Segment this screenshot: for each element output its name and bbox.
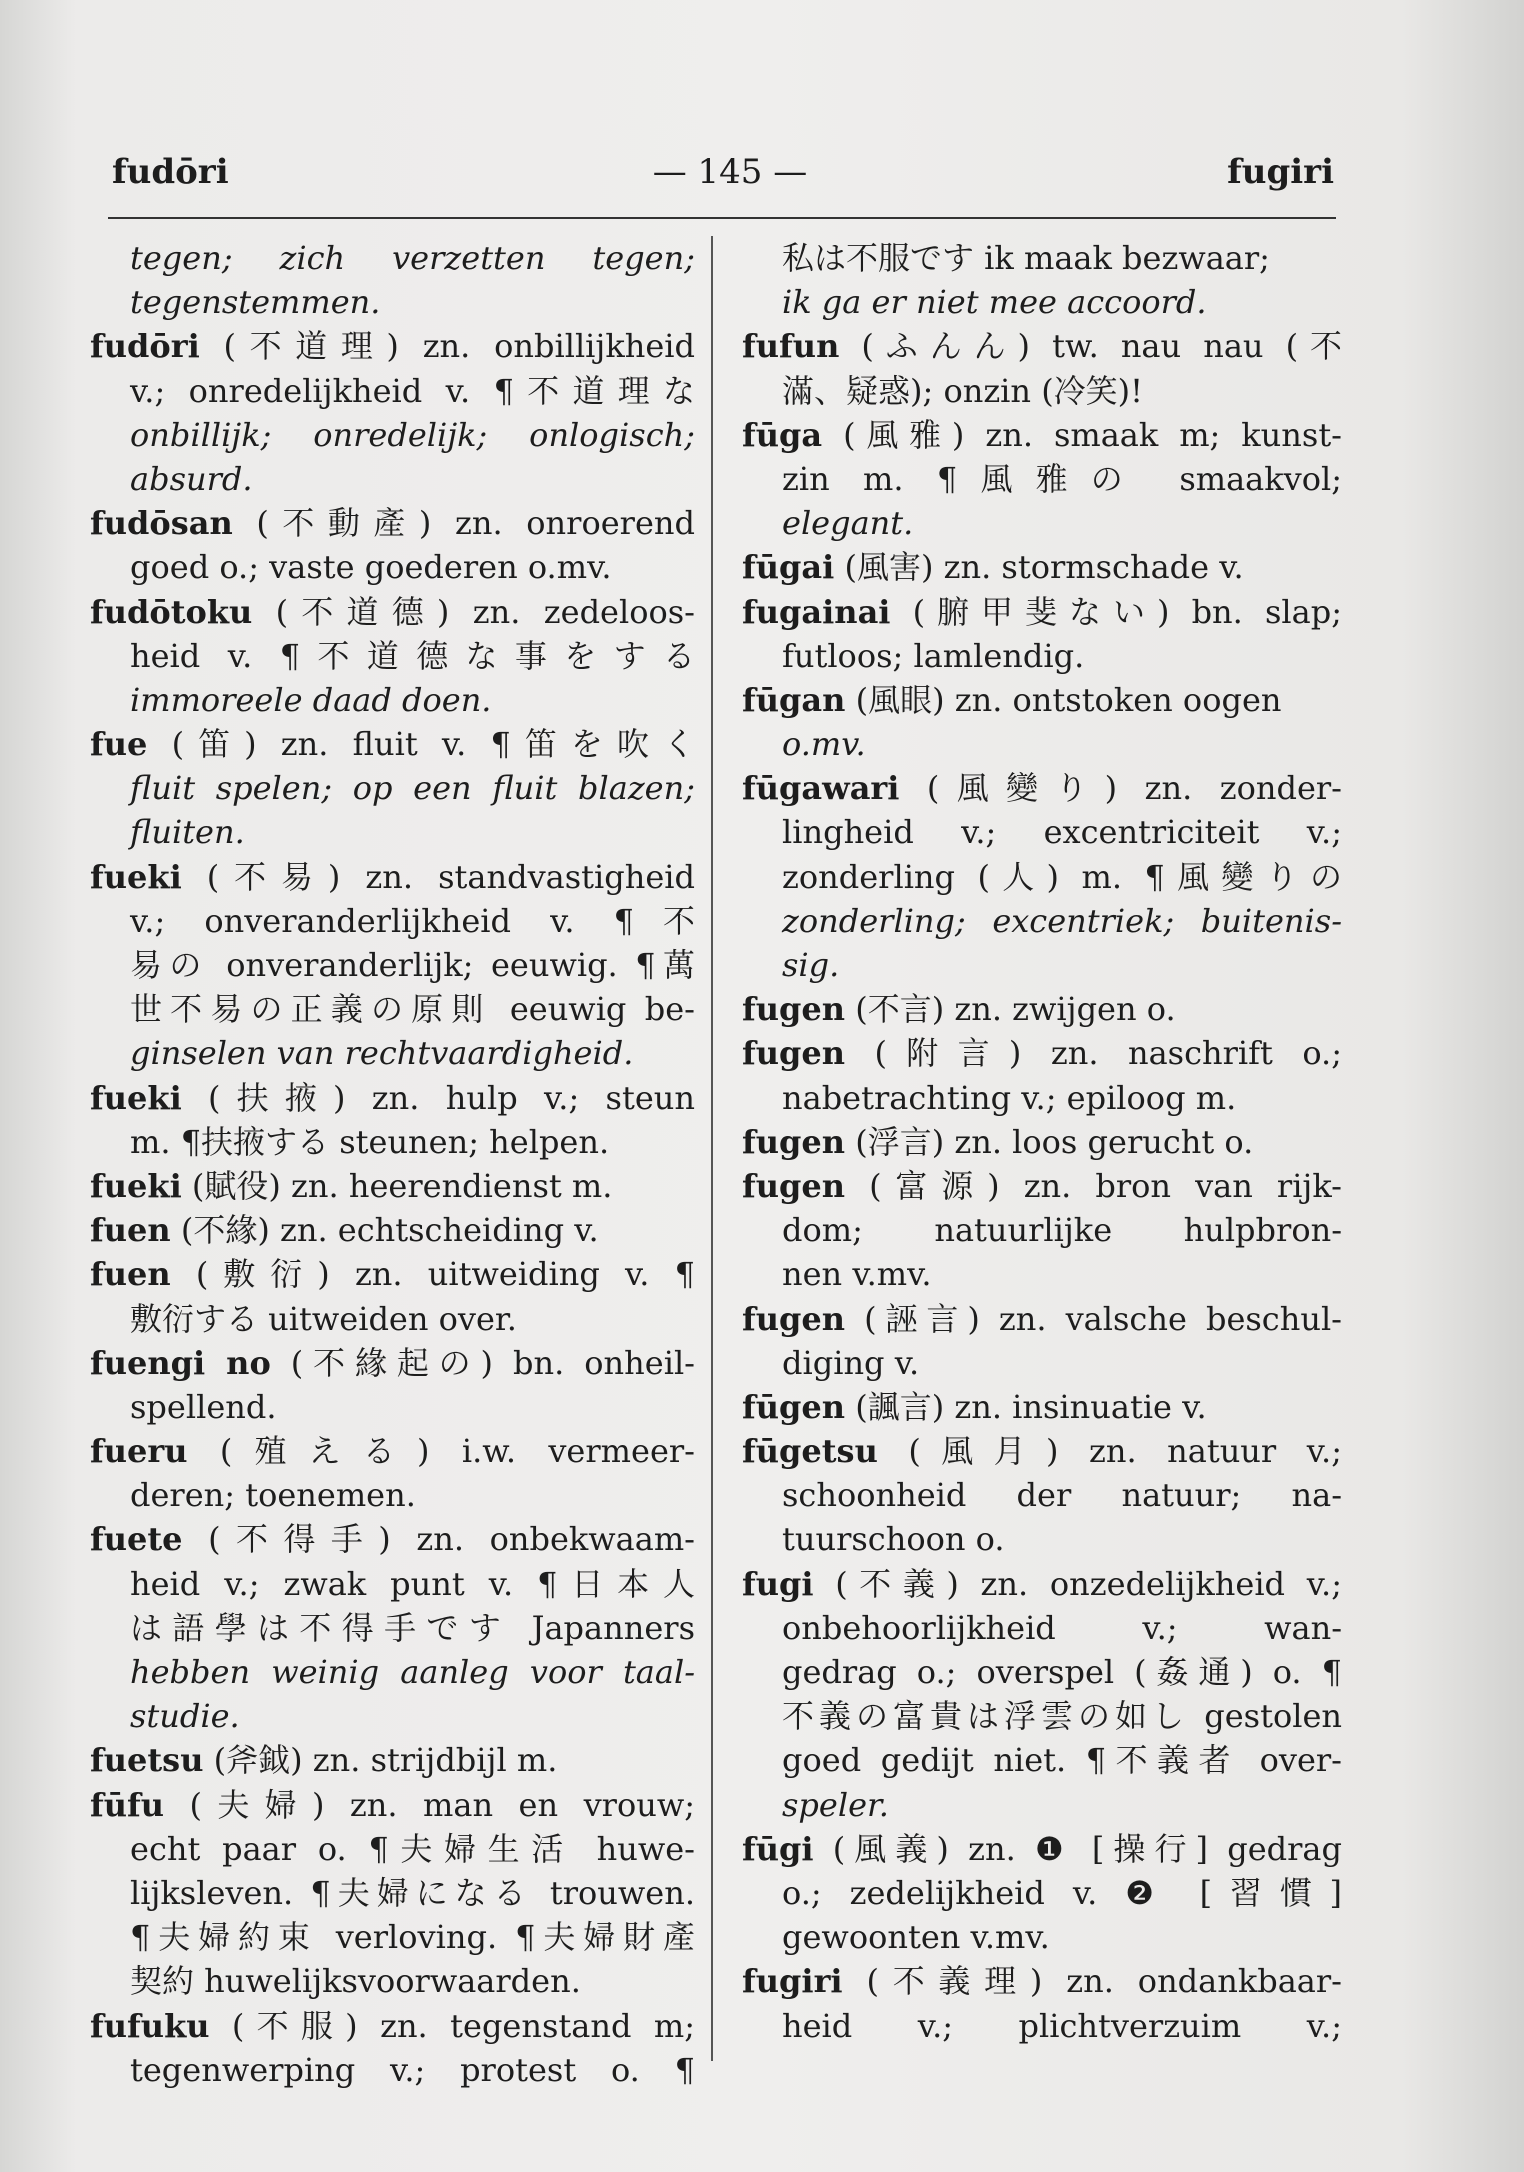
continuation-line xyxy=(90,810,695,854)
continuation-line xyxy=(742,501,1342,545)
continuation-line xyxy=(90,766,695,810)
entry-text: absurd. xyxy=(130,459,253,498)
entry-text: zonderling; excentriek; buitenis- xyxy=(782,901,1342,940)
continuation-line xyxy=(90,1562,695,1606)
entry-text: lijksleven. ¶夫婦になる trouwen. xyxy=(130,1873,695,1912)
entry-line xyxy=(742,766,1342,810)
entry-text: 世不易の正義の原則 eeuwig be- xyxy=(130,990,695,1029)
headword: fuete xyxy=(90,1520,183,1559)
entry-text: (斧鉞) zn. strijdbijl m. xyxy=(203,1741,558,1780)
entry-line xyxy=(742,1120,1342,1164)
entry-text: tegen; zich verzetten tegen; xyxy=(130,239,695,277)
continuation-line xyxy=(90,1606,695,1650)
headword: fugiri xyxy=(742,1962,843,2001)
headword: fueru xyxy=(90,1432,188,1471)
headword: fuen xyxy=(90,1211,171,1250)
entry-text: (風害) zn. stormschade v. xyxy=(834,548,1244,587)
entry-text: は語學は不得手です Japanners xyxy=(130,1608,695,1647)
entry-text: (ふんん) tw. nau nau (不 xyxy=(839,327,1342,366)
continuation-line xyxy=(90,899,695,943)
entry-line xyxy=(90,2004,695,2048)
continuation-line xyxy=(90,1031,695,1075)
continuation-line xyxy=(90,1473,695,1517)
continuation-line xyxy=(742,1341,1342,1385)
continuation-line xyxy=(742,2004,1342,2048)
entry-text: (不道理) zn. onbillijkheid xyxy=(199,327,695,366)
continuation-line xyxy=(90,678,695,722)
entry-line xyxy=(742,1959,1342,2003)
entry-text: (殖える) i.w. vermeer- xyxy=(187,1432,695,1471)
entry-text: (賦役) zn. heerendienst m. xyxy=(181,1166,613,1205)
entry-line xyxy=(742,1827,1342,1871)
headword: fūfu xyxy=(90,1785,165,1824)
entry-line xyxy=(90,324,695,368)
continuation-line xyxy=(742,1473,1342,1517)
headword: fūgi xyxy=(742,1829,814,1868)
entry-line xyxy=(90,1783,695,1827)
entry-text: (富源) zn. bron van rijk- xyxy=(845,1166,1342,1205)
entry-line xyxy=(90,1252,695,1296)
entry-text: (不緣) zn. echtscheiding v. xyxy=(170,1211,599,1250)
entry-text: echt paar o. ¶夫婦生活 huwe- xyxy=(130,1829,695,1868)
entry-text: (風義) zn. ❶ [操行] gedrag xyxy=(813,1829,1342,1868)
header-rule xyxy=(108,217,1336,219)
continuation-line xyxy=(742,1208,1342,1252)
continuation-line xyxy=(742,1076,1342,1120)
entry-text: fluit spelen; op een fluit blazen; xyxy=(130,769,695,808)
continuation-line xyxy=(742,855,1342,899)
entry-text: (不緣起の) bn. onheil- xyxy=(270,1343,695,1382)
continuation-line xyxy=(742,369,1342,413)
continuation-line xyxy=(742,1517,1342,1561)
headword: fueki xyxy=(90,857,182,896)
continuation-line xyxy=(742,280,1342,324)
entry-text: 滿、疑惑); onzin (冷笑)! xyxy=(782,371,1144,410)
entry-text: (扶掖) zn. hulp v.; steun xyxy=(181,1078,695,1117)
entry-text: goed o.; vaste goederen o.mv. xyxy=(130,548,612,587)
headword: fugainai xyxy=(742,592,891,631)
entry-text: goed gedijt niet. ¶不義者 over- xyxy=(782,1741,1342,1780)
entry-text: 不義の富貴は浮雲の如し gestolen xyxy=(782,1697,1342,1736)
continuation-line xyxy=(90,413,695,457)
continuation-line xyxy=(90,1650,695,1694)
entry-text: (風變り) zn. zonder- xyxy=(899,769,1342,808)
right-column xyxy=(742,236,1342,2066)
headword: fueki xyxy=(90,1166,182,1205)
entry-text: (不義) zn. onzedelijkheid v.; xyxy=(813,1564,1342,1603)
continuation-line xyxy=(742,899,1342,943)
entry-line xyxy=(742,1164,1342,1208)
entry-line xyxy=(90,1517,695,1561)
continuation-line xyxy=(90,1915,695,1959)
continuation-line xyxy=(90,2048,695,2092)
entry-line xyxy=(742,1562,1342,1606)
entry-line xyxy=(742,590,1342,634)
entry-text: 私は不服です ik maak bezwaar; xyxy=(782,239,1270,277)
running-head-left: fudōri xyxy=(112,152,229,192)
entry-line xyxy=(90,1208,695,1252)
entry-text: fluiten. xyxy=(130,813,245,852)
left-column xyxy=(90,236,695,2089)
continuation-line xyxy=(742,1252,1342,1296)
headword: fuetsu xyxy=(90,1741,204,1780)
headword: fufun xyxy=(742,327,840,366)
entry-line xyxy=(90,1341,695,1385)
entry-line xyxy=(742,324,1342,368)
headword: fufuku xyxy=(90,2006,210,2045)
entry-text: (笛) zn. fluit v. ¶笛を吹く xyxy=(147,725,695,764)
entry-text: hebben weinig aanleg voor taal- xyxy=(130,1653,695,1691)
entry-line xyxy=(742,413,1342,457)
entry-line xyxy=(90,855,695,899)
entry-text: diging v. xyxy=(782,1343,920,1382)
entry-text: lingheid v.; excentriciteit v.; xyxy=(782,813,1342,852)
continuation-line xyxy=(742,1738,1342,1782)
headword: fugen xyxy=(742,1034,846,1073)
entry-line xyxy=(90,1164,695,1208)
entry-text: gewoonten v.mv. xyxy=(782,1918,1050,1957)
continuation-line xyxy=(90,236,695,280)
entry-text: immoreele daad doen. xyxy=(130,680,492,719)
entry-line xyxy=(742,545,1342,589)
entry-text: dom; natuurlijke hulpbron- xyxy=(782,1211,1342,1250)
headword: fūgetsu xyxy=(742,1432,878,1471)
entry-text: 契約 huwelijksvoorwaarden. xyxy=(130,1962,581,2001)
headword: fugen xyxy=(742,1166,846,1205)
continuation-line xyxy=(742,1871,1342,1915)
entry-text: elegant. xyxy=(782,504,914,543)
headword: fueki xyxy=(90,1078,182,1117)
continuation-line xyxy=(742,1783,1342,1827)
continuation-line xyxy=(90,1297,695,1341)
headword: fūga xyxy=(742,415,823,454)
continuation-line xyxy=(90,280,695,324)
continuation-line xyxy=(90,369,695,413)
entry-line xyxy=(742,1429,1342,1473)
entry-text: speler. xyxy=(782,1785,889,1824)
entry-text: o.; zedelijkheid v. ❷ [習慣] xyxy=(782,1873,1342,1912)
entry-text: onbillijk; onredelijk; onlogisch; xyxy=(130,415,695,454)
continuation-line xyxy=(90,943,695,987)
entry-text: heid v.; plichtverzuim v.; xyxy=(782,2006,1342,2045)
entry-text: v.; onredelijkheid v. ¶不道理な xyxy=(130,371,695,410)
entry-text: 敷衍する uitweiden over. xyxy=(130,1299,517,1338)
column-divider xyxy=(711,236,713,2061)
headword: fugen xyxy=(742,1122,846,1161)
entry-text: (不動產) zn. onroerend xyxy=(232,504,695,543)
entry-line xyxy=(90,1738,695,1782)
continuation-line xyxy=(742,236,1342,280)
entry-text: gedrag o.; overspel (姦通) o. ¶ xyxy=(782,1653,1342,1691)
entry-text: tuurschoon o. xyxy=(782,1520,1005,1559)
entry-text: (不易) zn. standvastigheid xyxy=(181,857,695,896)
entry-text: v.; onveranderlijkheid v. ¶不 xyxy=(130,901,695,940)
entry-text: (不義理) zn. ondankbaar- xyxy=(842,1962,1342,2001)
continuation-line xyxy=(90,1694,695,1738)
headword: fudōsan xyxy=(90,504,233,543)
entry-text: (諷言) zn. insinuatie v. xyxy=(845,1387,1207,1426)
continuation-line xyxy=(90,1827,695,1871)
entry-text: zonderling (人) m. ¶風變りの xyxy=(782,857,1342,896)
entry-text: zin m. ¶風雅の smaakvol; xyxy=(782,459,1342,498)
continuation-line xyxy=(742,810,1342,854)
continuation-line xyxy=(742,1650,1342,1694)
entry-text: m. ¶扶掖する steunen; helpen. xyxy=(130,1122,610,1161)
entry-text: (不道德) zn. zedeloos- xyxy=(252,592,695,631)
entry-text: futloos; lamlendig. xyxy=(782,636,1085,675)
entry-text: nen v.mv. xyxy=(782,1255,932,1294)
continuation-line xyxy=(90,545,695,589)
entry-text: (風眼) zn. ontstoken oogen xyxy=(845,680,1282,719)
entry-line xyxy=(742,987,1342,1031)
continuation-line xyxy=(742,634,1342,678)
headword: fuengi no xyxy=(90,1343,271,1382)
continuation-line xyxy=(742,943,1342,987)
entry-text: studie. xyxy=(130,1697,240,1736)
entry-text: spellend. xyxy=(130,1387,277,1426)
entry-text: (不得手) zn. onbekwaam- xyxy=(182,1520,695,1559)
page-number: — 145 — xyxy=(652,152,808,192)
headword: fugen xyxy=(742,990,846,1029)
entry-text: heid v.; zwak punt v. ¶日本人 xyxy=(130,1564,695,1603)
entry-text: nabetrachting v.; epiloog m. xyxy=(782,1078,1237,1117)
headword: fudōri xyxy=(90,327,200,366)
continuation-line xyxy=(90,987,695,1031)
entry-line xyxy=(742,678,1342,722)
entry-text: schoonheid der natuur; na- xyxy=(782,1476,1342,1515)
entry-line xyxy=(742,1297,1342,1341)
entry-text: (腑甲斐ない) bn. slap; xyxy=(890,592,1342,631)
entry-text: ik ga er niet mee accoord. xyxy=(782,283,1207,322)
entry-text: tegenstemmen. xyxy=(130,283,381,322)
continuation-line xyxy=(742,457,1342,501)
entry-text: (附言) zn. naschrift o.; xyxy=(845,1034,1342,1073)
continuation-line xyxy=(742,1606,1342,1650)
entry-line xyxy=(90,1076,695,1120)
entry-text: onbehoorlijkheid v.; wan- xyxy=(782,1608,1342,1647)
entry-line xyxy=(742,1031,1342,1075)
entry-text: heid v. ¶不道德な事をする xyxy=(130,636,695,675)
entry-line xyxy=(742,1385,1342,1429)
continuation-line xyxy=(742,1694,1342,1738)
entry-text: tegenwerping v.; protest o. ¶ xyxy=(130,2050,695,2089)
entry-text: deren; toenemen. xyxy=(130,1476,416,1515)
entry-text: ginselen van rechtvaardigheid. xyxy=(130,1034,634,1073)
headword: fudōtoku xyxy=(90,592,253,631)
entry-line xyxy=(90,501,695,545)
entry-text: 易の onveranderlijk; eeuwig. ¶萬 xyxy=(130,946,695,984)
entry-text: (不服) zn. tegenstand m; xyxy=(209,2006,695,2045)
entry-text: (夫婦) zn. man en vrouw; xyxy=(164,1785,695,1824)
headword: fūgen xyxy=(742,1387,846,1426)
continuation-line xyxy=(742,1915,1342,1959)
continuation-line xyxy=(90,634,695,678)
continuation-line xyxy=(90,1385,695,1429)
headword: fue xyxy=(90,725,148,764)
entry-text: (誣言) zn. valsche beschul- xyxy=(845,1299,1342,1338)
headword: fugi xyxy=(742,1564,814,1603)
entry-text: (風雅) zn. smaak m; kunst- xyxy=(822,415,1342,454)
headword: fugen xyxy=(742,1299,846,1338)
entry-text: (浮言) zn. loos gerucht o. xyxy=(845,1122,1254,1161)
entry-text: o.mv. xyxy=(782,725,866,764)
entry-text: ¶夫婦約束 verloving. ¶夫婦財產 xyxy=(130,1918,695,1957)
continuation-line xyxy=(742,722,1342,766)
entry-text: sig. xyxy=(782,946,840,984)
continuation-line xyxy=(90,1871,695,1915)
entry-line xyxy=(90,590,695,634)
headword: fūgai xyxy=(742,548,835,587)
entry-line xyxy=(90,1429,695,1473)
headword: fūgan xyxy=(742,680,846,719)
entry-text: (風月) zn. natuur v.; xyxy=(877,1432,1342,1471)
entry-text: (不言) zn. zwijgen o. xyxy=(845,990,1176,1029)
continuation-line xyxy=(90,1120,695,1164)
entry-text: (敷衍) zn. uitweiding v. ¶ xyxy=(170,1255,695,1294)
continuation-line xyxy=(90,457,695,501)
headword: fūgawari xyxy=(742,769,900,808)
entry-line xyxy=(90,722,695,766)
running-head-right: fugiri xyxy=(1227,152,1334,192)
continuation-line xyxy=(90,1959,695,2003)
headword: fuen xyxy=(90,1255,171,1294)
